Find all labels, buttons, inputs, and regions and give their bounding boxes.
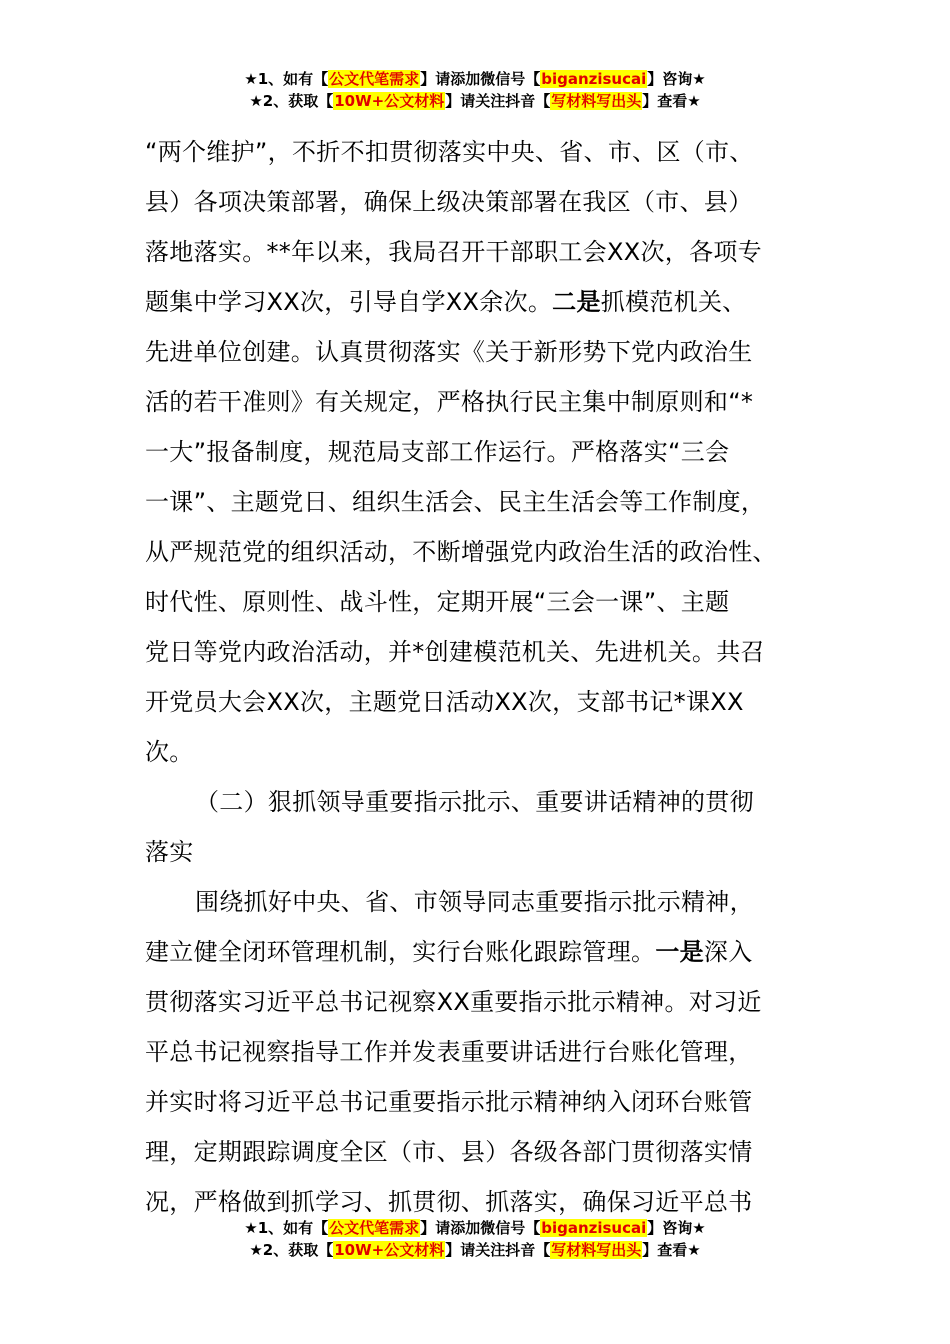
banner-highlight: 写材料写出头 [551, 92, 642, 110]
banner-highlight: 公文代笔需求 [329, 1219, 420, 1237]
top-banner [0, 68, 950, 112]
section-heading-cont: 落实 [145, 838, 194, 866]
banner-highlight: 10W+公文材料 [334, 1241, 445, 1259]
text-line: 平总书记视察指导工作并发表重要讲话进行台账化管理， [145, 1038, 753, 1066]
text-line: 党日等党内政治活动，并*创建模范机关、先进机关。共召 [145, 638, 765, 666]
banner-text: 】咨询★ [647, 70, 706, 88]
banner-text: ★2、获取【 [249, 1241, 334, 1259]
banner-highlight: 写材料写出头 [551, 1241, 642, 1259]
banner-text: ★1、如有【 [244, 70, 329, 88]
text-line: 贯彻落实习近平总书记视察XX重要指示批示精神。对习近 [145, 988, 762, 1016]
banner-line-1 [0, 68, 950, 90]
banner-line-2 [0, 1239, 950, 1261]
banner-text: 】请添加微信号【 [420, 1219, 541, 1237]
text-line: 围绕抓好中央、省、市领导同志重要指示批示精神， [195, 888, 754, 916]
banner-highlight: 公文代笔需求 [329, 70, 420, 88]
banner-text: 】查看★ [642, 1241, 701, 1259]
banner-line-1 [0, 1217, 950, 1239]
banner-highlight: 10W+公文材料 [334, 92, 445, 110]
section-heading: （二）狠抓领导重要指示批示、重要讲话精神的贯彻 [195, 788, 754, 816]
text-line: 一大”报备制度，规范局支部工作运行。严格落实“三会 [145, 438, 730, 466]
text-line: 并实时将习近平总书记重要指示批示精神纳入闭环台账管 [145, 1088, 753, 1116]
document-body [145, 127, 810, 1227]
text-line: 县）各项决策部署，确保上级决策部署在我区（市、县） [145, 188, 753, 216]
text-line: 时代性、原则性、战斗性，定期开展“三会一课”、主题 [145, 588, 730, 616]
text-line: 落地落实。**年以来，我局召开干部职工会XX次，各项专 [145, 238, 762, 266]
banner-highlight: biganzisucai [541, 70, 647, 88]
bold-marker: 二是 [552, 288, 601, 316]
text-line: 一课”、主题党日、组织生活会、民主生活会等工作制度， [145, 488, 766, 516]
banner-line-2 [0, 90, 950, 112]
text-line [145, 277, 810, 327]
text-line: 活的若干准则》有关规定，严格执行民主集中制原则和“* [145, 388, 754, 416]
banner-text: ★1、如有【 [244, 1219, 329, 1237]
text-line: 从严规范党的组织活动，不断增强党内政治生活的政治性、 [145, 538, 777, 566]
text-line: 开党员大会XX次，主题党日活动XX次，支部书记*课XX [145, 688, 744, 716]
text-line: “两个维护”，不折不扣贯彻落实中央、省、市、区（市、 [145, 138, 754, 166]
banner-text: 】请关注抖音【 [445, 1241, 551, 1259]
text-line: 况，严格做到抓学习、抓贯彻、抓落实，确保习近平总书 [145, 1188, 753, 1216]
text-line: 先进单位创建。认真贯彻落实《关于新形势下党内政治生 [145, 338, 753, 366]
text-run: 题集中学习XX次，引导自学XX余次。 [145, 288, 553, 316]
text-run: 抓模范机关、 [600, 288, 747, 316]
banner-text: 】请关注抖音【 [445, 92, 551, 110]
text-line: 理，定期跟踪调度全区（市、县）各级各部门贯彻落实情 [145, 1138, 753, 1166]
text-line [145, 927, 810, 977]
banner-highlight: biganzisucai [541, 1219, 647, 1237]
bottom-banner [0, 1217, 950, 1261]
banner-text: 】请添加微信号【 [420, 70, 541, 88]
banner-text: 】咨询★ [647, 1219, 706, 1237]
text-run: 建立健全闭环管理机制，实行台账化跟踪管理。 [145, 938, 656, 966]
text-line: 次。 [145, 738, 194, 766]
text-run: 深入 [703, 938, 753, 966]
banner-text: ★2、获取【 [249, 92, 334, 110]
bold-marker: 一是 [655, 938, 704, 966]
banner-text: 】查看★ [642, 92, 701, 110]
